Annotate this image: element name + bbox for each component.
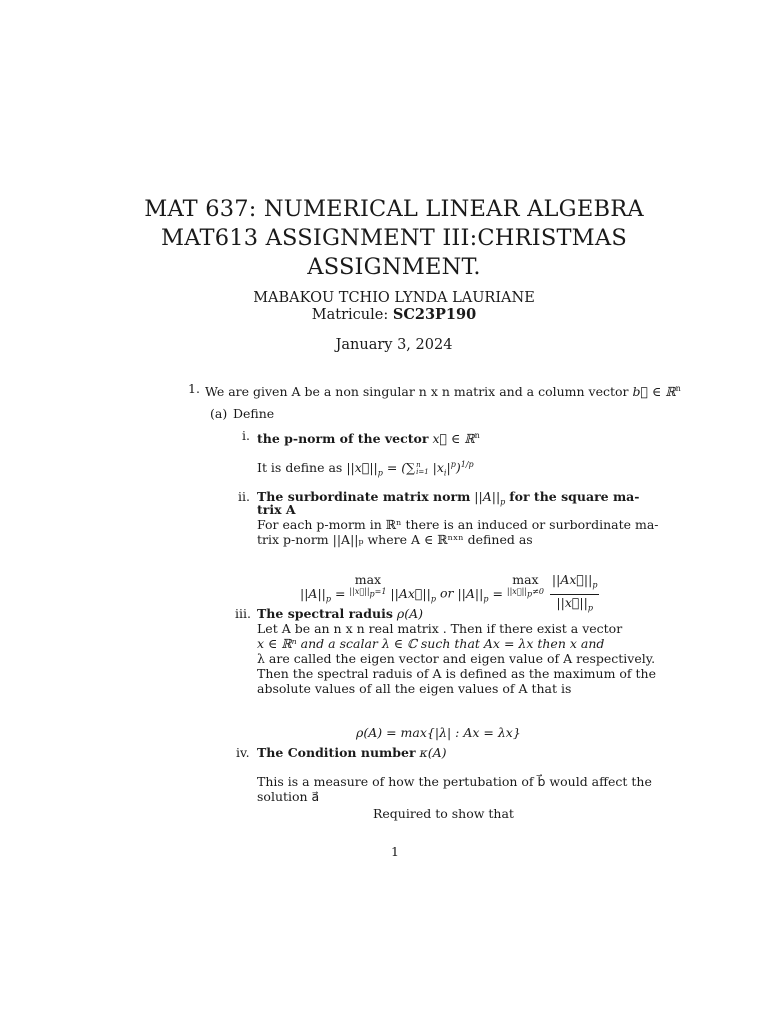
item-iv-label: iv. — [236, 745, 250, 760]
item-i-label: i. — [242, 428, 250, 443]
item-iii-body-line-1: Let A be an n x n real matrix . Then if there exist a vector — [257, 621, 623, 636]
matrix-norm-equation: $||A||_p = \max$ $||x⃗||_p=1$ $||Ax⃗||_p$ or $||A||_p = \max$ $||x⃗||_p\ne 0$ $\frac{||Ax⃗||_p}{||x⃗||_p}$ — [300, 572, 598, 612]
item-iv-body-line-2: solution a⃗ — [257, 789, 320, 804]
item-i-title: the p-norm of the vector x⃗ ∈ ℝ$^n$ — [257, 431, 480, 447]
item-ii-title-line-2: trix A — [257, 502, 296, 517]
spectral-radius-equation: ρ(A) = max{|λ| : Ax = λx} — [356, 725, 521, 740]
item-iv-body-line-3: Required to show that — [373, 806, 514, 821]
title-line-2: MAT613 ASSIGNMENT III:CHRISTMAS — [161, 225, 627, 251]
item-iii-title: The spectral raduis ρ(A) — [257, 606, 424, 621]
matricule — [0, 306, 768, 324]
item-iv-body-line-1: This is a measure of how the pertubation of b⃗ would affect the — [257, 774, 652, 789]
p-norm-formula: $||x⃗||_p$ = (∑ n i=1 $|x_i|^p)^{1/p}$ — [346, 460, 474, 478]
item-iii-body-line-2: x ∈ ℝⁿ and a scalar λ ∈ ℂ such that Ax = λx then x and — [257, 636, 605, 651]
question-1-number: 1. — [188, 381, 200, 396]
part-a-text: Define — [233, 406, 275, 421]
item-ii-body-line-2: trix p-norm ||A||ₚ where A ∈ ℝⁿˣⁿ defined as — [257, 532, 533, 547]
matricule-value: SC23P190 — [392, 306, 477, 323]
page-number: 1 — [391, 844, 399, 859]
item-iv-title: The Condition number κ(A) — [257, 745, 447, 760]
document-date: January 3, 2024 — [335, 337, 453, 353]
item-iii-body-line-3: λ are called the eigen vector and eigen value of A respectively. — [257, 651, 656, 666]
title-line-3: ASSIGNMENT. — [307, 254, 481, 280]
author-name: MABAKOU TCHIO LYNDA LAURIANE — [253, 290, 535, 306]
item-iii-body-line-4: Then the spectral raduis of A is defined as the maximum of the — [257, 666, 656, 681]
item-ii-title-line-1: The surbordinate matrix norm $||A||_p$ for the square ma- — [257, 489, 640, 507]
title-line-1: MAT 637: NUMERICAL LINEAR ALGEBRA — [144, 196, 644, 222]
matricule-label: Matricule: — [311, 307, 393, 323]
item-ii-label: ii. — [238, 489, 250, 504]
item-i-body: It is define as $||x⃗||_p$ = (∑ n i=1 $|x_i|^p)^{1/p}$ — [257, 460, 474, 478]
part-a-label: (a) — [210, 406, 228, 421]
item-iii-label: iii. — [235, 606, 251, 621]
item-iii-body-line-5: absolute values of all the eigen values of A that is — [257, 681, 572, 696]
item-ii-body-line-1: For each p-morm in ℝⁿ there is an induced or surbordinate ma- — [257, 517, 659, 532]
question-1-statement: We are given A be a non singular n x n matrix and a column vector b⃗ ∈ ℝ$^n$ — [205, 384, 681, 400]
